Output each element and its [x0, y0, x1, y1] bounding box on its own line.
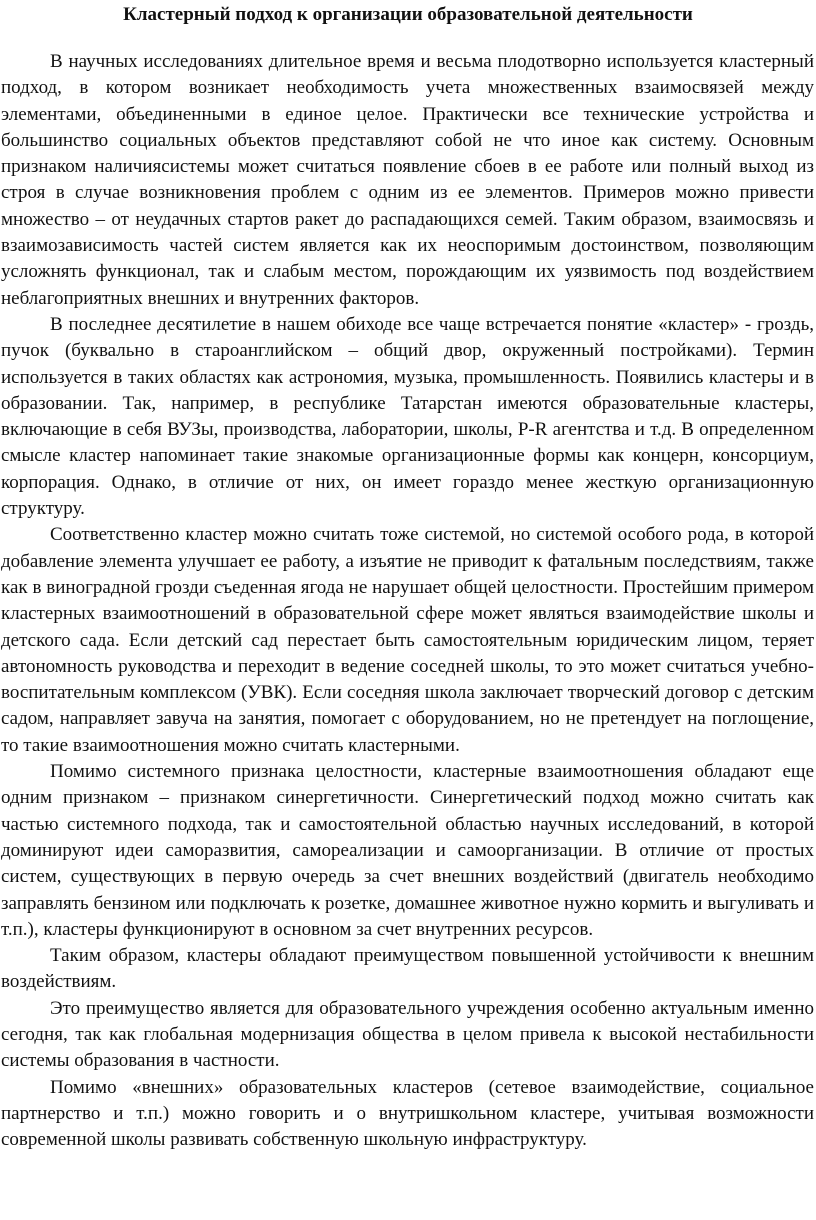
- paragraph-6: Это преимущество является для образовательного учреждения особенно актуальным именно сегодня, так как глобальная модернизация общества в целом привела к высокой нестабильности системы образования в частности.: [1, 997, 814, 1072]
- document-title: Кластерный подход к организации образовательной деятельности: [123, 4, 693, 25]
- paragraph-5: Таким образом, кластеры обладают преимуществом повышенной устойчивости к внешним воздействиям.: [1, 945, 814, 993]
- paragraph-2: В последнее десятилетие в нашем обиходе все чаще встречается понятие «кластер» - гроздь, пучок (буквально в староанглийском – общий двор, окруженный постройками). Термин используется в таких областях как астрономия, музыка, промышленность. Появились кластеры и в образовании. Так, например, в республике Татарстан имеются образовательные кластеры, включающие в себя ВУЗы, производства, лаборатории, школы, P-R агентства и т.д. В определенном смысле кластер напоминает такие знакомые организационные формы как концерн, консорциум, корпорация. Однако, в отличие от них, он имеет гораздо менее жесткую организационную структуру.: [1, 313, 814, 520]
- paragraph-3: Соответственно кластер можно считать тоже системой, но системой особого рода, в которой добавление элемента улучшает ее работу, а изъятие не приводит к фатальным последствиям, также как в виноградной грозди съеденная ягода не нарушает общей целостности. Простейшим примером кластерных взаимоотношений в образовательной сфере может являться взаимодействие школы и детского сада. Если детский сад перестает быть самостоятельным юридическим лицом, теряет автономность руководства и переходит в ведение соседней школы, то это может считаться учебно-воспитательным комплексом (УВК). Если соседняя школа заключает творческий договор с детским садом, направляет завуча на занятия, помогает с оборудованием, но не претендует на поглощение, то такие взаимоотношения можно считать кластерными.: [1, 524, 814, 756]
- paragraph-4: Помимо системного признака целостности, кластерные взаимоотношения обладают еще одним признаком – признаком синергетичности. Синергетический подход можно считать как частью системного подхода, так и самостоятельной областью научных исследований, в которой доминируют идеи саморазвития, самореализации и самоорганизации. В отличие от простых систем, существующих в первую очередь за счет внешних воздействий (двигатель необходимо заправлять бензином или подключать к розетке, домашнее животное нужно кормить и выгуливать и т.п.), кластеры функционируют в основном за счет внутренних ресурсов.: [1, 761, 814, 940]
- paragraph-7: Помимо «внешних» образовательных кластеров (сетевое взаимодействие, социальное партнерство и т.п.) можно говорить и о внутришкольном кластере, учитывая возможности современной школы развивать собственную школьную инфраструктуру.: [1, 1076, 814, 1151]
- paragraph-1: В научных исследованиях длительное время и весьма плодотворно используется кластерный подход, в котором возникает необходимость учета множественных взаимосвязей между элементами, объединенными в единое целое. Практически все технические устройства и большинство социальных объектов представляют собой не что иное как систему. Основным признаком наличиясистемы может считаться появление сбоев в ее работе или полный выход из строя в случае возникновения проблем с одним из ее элементов. Примеров можно привести множество – от неудачных стартов ракет до распадающихся семей. Таким образом, взаимосвязь и взаимозависимость частей систем является как их неоспоримым достоинством, позволяющим усложнять функционал, так и слабым местом, порождающим их уязвимость под воздействием неблагоприятных внешних и внутренних факторов.: [1, 51, 814, 309]
